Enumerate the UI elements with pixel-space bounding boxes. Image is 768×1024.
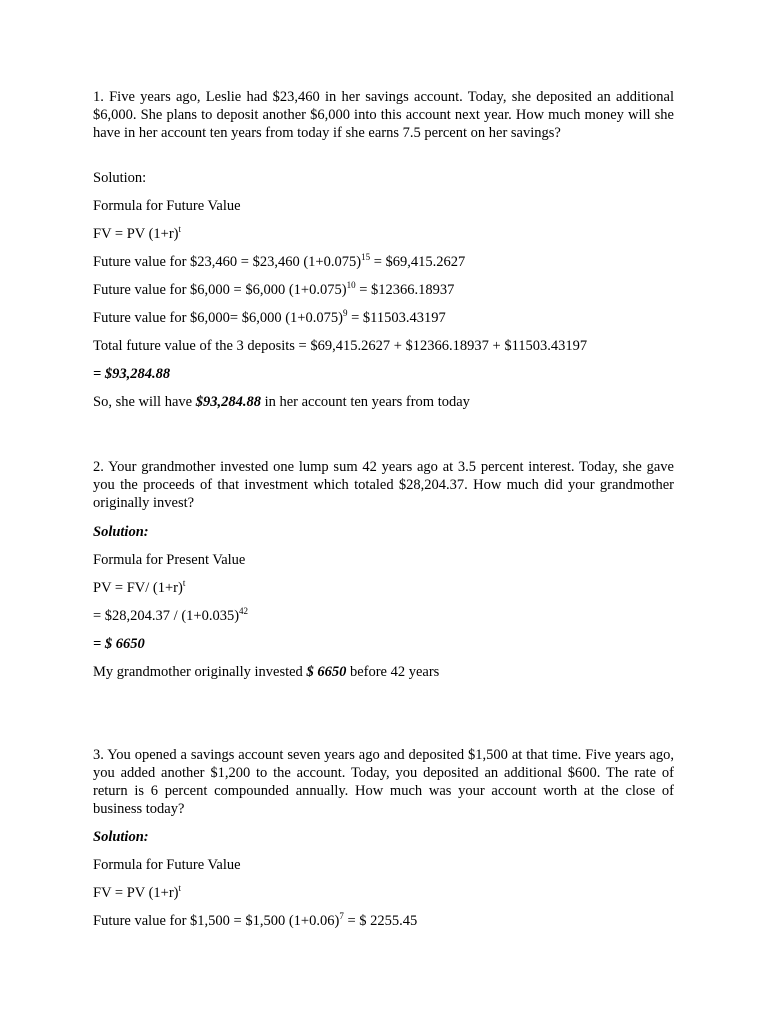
q1-formula-exp: t (178, 224, 182, 234)
q1-calc-1 (93, 253, 465, 272)
q3-formula-base: FV = PV (1+r) (93, 885, 179, 901)
q1-answer: = $93,284.88 (93, 366, 171, 382)
q3-calc-1-result: = $ 2255.45 (343, 913, 418, 929)
q2-answer: = $ 6650 (93, 636, 145, 652)
q1-formula-base: FV = PV (1+r) (93, 226, 179, 242)
q1-conclusion-amount: $93,284.88 (195, 394, 261, 410)
q1-calc-3 (93, 309, 446, 328)
q1-conclusion-rest: in her account ten years from today (260, 394, 470, 410)
q1-calc-1-text: Future value for $23,460 = $23,460 (1+0.075) (93, 254, 362, 270)
q1-question: 1. Five years ago, Leslie had $23,460 in her savings account. Today, she deposited an additional $6,000. She plans to deposit another $6,000 into this account next year. How much money will she have in her account ten years from today if she earns 7.5 percent on her savings? (93, 89, 674, 141)
q3-solution-label: Solution: (93, 829, 149, 845)
q2-solution-label: Solution: (93, 524, 149, 540)
q1-total: Total future value of the 3 deposits = $69,415.2627 + $12366.18937 + $11503.43197 (93, 338, 588, 354)
q1-conclusion-text: So, she will have (93, 394, 196, 410)
q3-question: 3. You opened a savings account seven years ago and deposited $1,500 at that time. Five years ago, you added another $1,200 to the account. Today, you deposited an additional $600. The rate of return is 6 percent compounded annually. How much was your account worth at the close of business today? (93, 747, 674, 817)
q1-solution-label: Solution: (93, 170, 147, 186)
q1-conclusion (93, 393, 470, 411)
q1-calc-3-exp: 9 (342, 308, 348, 318)
q3-calc-1-text: Future value for $1,500 = $1,500 (1+0.06) (93, 913, 340, 929)
q2-calc-text: = $28,204.37 / (1+0.035) (93, 608, 240, 624)
q2-conclusion-text: My grandmother originally invested (93, 664, 307, 680)
q3-calc-1 (93, 912, 417, 931)
q2-formula-base: PV = FV/ (1+r) (93, 580, 183, 596)
q3-calc-1-exp: 7 (339, 911, 344, 921)
q2-formula-title: Formula for Present Value (93, 552, 246, 568)
q1-calc-2-result: = $12366.18937 (355, 282, 455, 298)
q1-formula (93, 225, 181, 244)
q2-conclusion-rest: before 42 years (346, 664, 440, 680)
q1-calc-2-exp: 10 (346, 280, 356, 290)
q1-calc-1-result: = $69,415.2627 (370, 254, 466, 270)
q2-question: 2. Your grandmother invested one lump sum 42 years ago at 3.5 percent interest. Today, she gave you the proceeds of that investment which totaled $28,204.37. How much did your grandmother originally invest? (93, 459, 674, 511)
q3-formula-exp: t (178, 883, 182, 893)
q3-formula-title: Formula for Future Value (93, 857, 241, 873)
q2-calc-exp: 42 (239, 606, 249, 616)
q2-conclusion (93, 663, 439, 681)
q2-formula-exp: t (182, 578, 186, 588)
q1-formula-title: Formula for Future Value (93, 198, 241, 214)
q1-calc-3-text: Future value for $6,000= $6,000 (1+0.075) (93, 310, 343, 326)
q1-calc-3-result: = $11503.43197 (347, 310, 446, 326)
q2-formula (93, 579, 185, 598)
q1-calc-2 (93, 281, 454, 300)
q2-conclusion-amount: $ 6650 (306, 664, 347, 680)
q1-calc-1-exp: 15 (361, 252, 371, 262)
q1-calc-2-text: Future value for $6,000 = $6,000 (1+0.075) (93, 282, 347, 298)
q2-calc (93, 607, 248, 626)
q3-formula (93, 884, 181, 903)
